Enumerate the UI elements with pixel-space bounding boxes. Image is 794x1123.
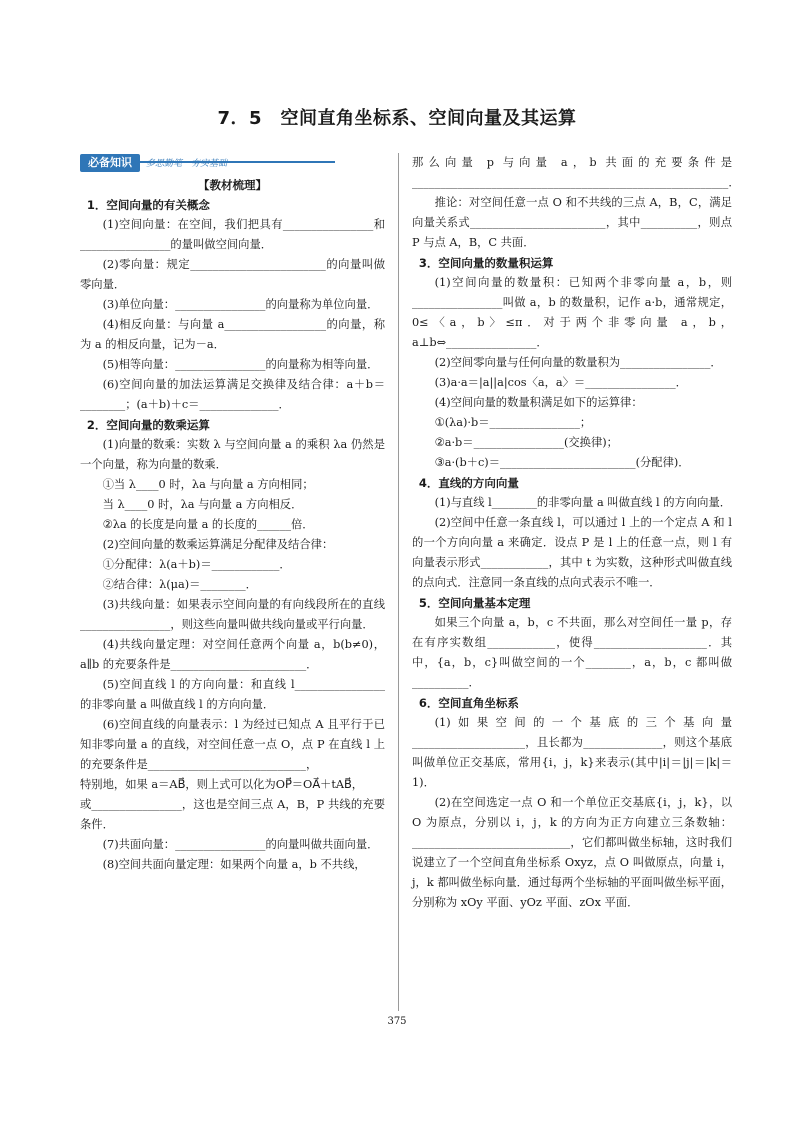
page-number: 375	[387, 1016, 407, 1027]
subheading: 【教材梳理】	[198, 178, 267, 192]
paragraph: ②结合律：λ(μa)＝________．	[102, 578, 257, 591]
paragraph: ②a·b＝________________(交换律)；	[434, 436, 618, 449]
paragraph: (6)空间向量的加法运算满足交换律及结合律：a＋b＝________；(a＋b)＋c＝______________．	[80, 378, 385, 411]
paragraph: (2)在空间选定一点 O 和一个单位正交基底{i，j，k}，以 O 为原点，分别以 i，j，k 的方向为正方向建立三条数轴：____________________________，它们都叫做坐标轴，这时我们说建立了一个空间直角坐标系 Oxyz，点 O 叫做原点，向量 i，j，k 都叫做坐标向量．通过每两个坐标轴的平面叫做坐标平面，分别称为 xOy 平面、yOz 平面、zOx 平面．	[412, 796, 732, 909]
paragraph: (2)空间中任意一条直线 l，可以通过 l 上的一个定点 A 和 l 的一个方向向量 a 来确定．设点 P 是 l 上的任意一点，则 l 有向量表示形式____________，其中 t 为实数，这种形式叫做直线的点向式．注意同一条直线的点向式表示不唯一．	[412, 516, 732, 589]
paragraph: (1)如果空间的一个基底的三个基向量____________________，且长都为______________，则这个基底叫做单位正交基底，常用{i，j，k}来表示(其中|i|＝|j|＝|k|＝1)．	[412, 716, 732, 789]
paragraph: (3)单位向量：________________的向量称为单位向量．	[102, 298, 379, 311]
paragraph: ①当 λ____0 时，λa 与向量 a 方向相同；	[102, 478, 314, 491]
page-title: 7．5 空间直角坐标系、空间向量及其运算	[217, 108, 577, 129]
section-heading: 4．直线的方向向量	[418, 476, 519, 490]
paragraph: ①分配律：λ(a＋b)＝____________．	[102, 558, 291, 571]
paragraph: (5)空间直线 l 的方向向量：和直线 l________________的非零向量 a 叫做直线 l 的方向向量．	[80, 678, 385, 711]
paragraph: (2)空间零向量与任何向量的数量积为________________．	[434, 356, 722, 369]
paragraph: (2)零向量：规定________________________的向量叫做零向量．	[80, 258, 385, 291]
paragraph: (5)相等向量：________________的向量称为相等向量．	[102, 358, 379, 371]
paragraph: 特别地，如果 a＝AB⃗，则上式可以化为OP⃗＝OA⃗＋tAB⃗，	[80, 778, 364, 791]
paragraph: (4)空间向量的数量积满足如下的运算律：	[434, 396, 643, 409]
paragraph: (3)共线向量：如果表示空间向量的有向线段所在的直线________________，则这些向量叫做共线向量或平行向量．	[80, 598, 385, 631]
section-heading: 6．空间直角坐标系	[418, 696, 519, 710]
paragraph: 当 λ____0 时，λa 与向量 a 方向相反．	[102, 498, 303, 511]
section-heading: 2．空间向量的数乘运算	[86, 418, 210, 432]
paragraph: ③a·(b＋c)＝________________________(分配律)．	[434, 456, 690, 469]
paragraph: (4)相反向量：与向量 a__________________的向量，称为 a 的相反向量，记为－a．	[80, 318, 385, 351]
paragraph: ①(λa)·b＝________________；	[434, 416, 592, 429]
section-heading: 5．空间向量基本定理	[418, 596, 531, 610]
left-body	[80, 195, 385, 875]
left-column	[80, 153, 385, 875]
paragraph: (1)空间向量的数量积：已知两个非零向量 a，b，则________________叫做 a，b 的数量积，记作 a·b，通常规定，0≤〈a，b〉≤π．对于两个非零向量 a，b，a⊥b⇔________________．	[412, 276, 732, 349]
paragraph: (3)a·a＝|a||a|cos〈a，a〉＝________________．	[434, 376, 687, 389]
column-divider	[398, 153, 399, 1011]
paragraph: (8)空间共面向量定理：如果两个向量 a，b 不共线，	[102, 858, 366, 871]
paragraph: 那么向量 p 与向量 a，b 共面的充要条件是________________________________________________________．	[412, 156, 740, 189]
paragraph: (1)向量的数乘：实数 λ 与空间向量 a 的乘积 λa 仍然是一个向量，称为向量的数乘．	[80, 438, 385, 471]
paragraph: 推论：对空间任意一点 O 和不共线的三点 A，B，C，满足向量关系式________________________，其中__________，则点 P 与点 A，B，C 共面．	[412, 196, 732, 249]
paragraph: 如果三个向量 a，b，c 不共面，那么对空间任一量 p，存在有序实数组____________，使得____________________．其中，{a，b，c}叫做空间的一个________，a，b，c 都叫做__________．	[412, 616, 732, 689]
paragraph: ②λa 的长度是向量 a 的长度的______倍．	[102, 518, 314, 531]
right-body	[412, 153, 740, 913]
banner-tag: 必备知识	[80, 154, 140, 172]
paragraph: (2)空间向量的数乘运算满足分配律及结合律：	[102, 538, 334, 551]
paragraph: (4)共线向量定理：对空间任意两个向量 a，b(b≠0)，a∥b 的充要条件是________________________．	[80, 638, 385, 671]
section-heading: 1．空间向量的有关概念	[86, 198, 210, 212]
paragraph: (7)共面向量：________________的向量叫做共面向量．	[102, 838, 379, 851]
section-banner	[80, 153, 385, 173]
paragraph: (1)与直线 l________的非零向量 a 叫做直线 l 的方向向量．	[434, 496, 732, 509]
paragraph: (6)空间直线的向量表示：l 为经过已知点 A 且平行于已知非零向量 a 的直线，对空间任意一点 O，点 P 在直线 l 上的充要条件是____________________________，	[80, 718, 385, 771]
banner-slogan: 多思勤笔 夯实基础	[146, 159, 228, 169]
section-heading: 3．空间向量的数量积运算	[418, 256, 554, 270]
paragraph: (1)空间向量：在空间，我们把具有________________和________________的量叫做空间向量．	[80, 218, 385, 251]
paragraph: 或________________，这也是空间三点 A，B，P 共线的充要条件．	[80, 798, 385, 831]
right-column	[412, 153, 740, 913]
